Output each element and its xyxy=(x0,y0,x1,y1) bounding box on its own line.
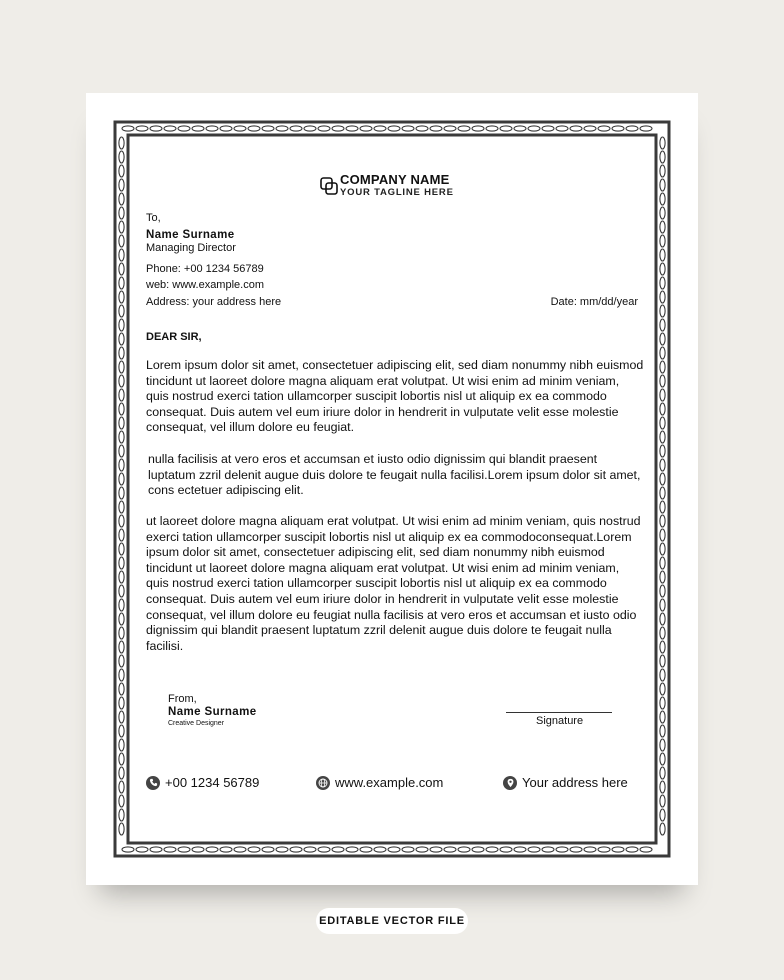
footer-phone-text: +00 1234 56789 xyxy=(165,775,260,790)
footer-web-text: www.example.com xyxy=(335,775,444,790)
signature-line xyxy=(506,712,612,713)
recipient-web: web: www.example.com xyxy=(146,279,264,291)
body-paragraph-2: nulla facilisis at vero eros et accumsan et iusto odio dignissim qui blandit praesent luptatum zzril delenit augue duis dolore te feugait nulla facilisi.Lorem ipsum dolor sit amet, cons ectetuer adipiscing elit. xyxy=(148,452,641,498)
letter-date: Date: mm/dd/year xyxy=(550,296,638,308)
editable-vector-badge: EDITABLE VECTOR FILE xyxy=(316,908,468,934)
greeting: DEAR SIR, xyxy=(146,331,202,343)
footer-address xyxy=(503,775,628,790)
recipient-address: Address: your address here xyxy=(146,296,282,308)
phone-icon xyxy=(146,776,160,790)
footer-address-text: Your address here xyxy=(522,775,628,790)
globe-icon xyxy=(316,776,330,790)
sender-block xyxy=(168,693,257,728)
recipient-block xyxy=(146,212,236,255)
recipient-phone: Phone: +00 1234 56789 xyxy=(146,263,264,275)
sender-title: Creative Designer xyxy=(168,720,225,727)
signature-label: Signature xyxy=(536,715,584,727)
body-paragraph-3: ut laoreet dolore magna aliquam erat volutpat. Ut wisi enim ad minim veniam, quis nostrud exerci tation ullamcorper suscipit lobortis nisl ut aliquip ex ea commodoconsequat.Lorem ipsum dolor sit amet, consectetuer adipiscing elit, sed diam nonummy nibh euismod tincidunt ut laoreet dolore magna aliquam erat volutpat. Ut wisi enim ad minim veniam, quis nostrud exerci tation ullamcorper suscipit lobortis nisl ut aliquip ex ea commodo consequat. Duis autem vel eum iriure dolor in hendrerit in vulputate velit esse molestie consequat, vel illum dolore eu feugiat nulla facilisis at vero eros et accumsan et iusto odio dignissim qui blandit praesent luptatum zzril delenit augue duis dolore te feugait nulla facilisi. xyxy=(146,514,641,653)
location-pin-icon xyxy=(503,776,517,790)
body-paragraph-1: Lorem ipsum dolor sit amet, consectetuer adipiscing elit, sed diam nonummy nibh euismod tincidunt ut laoreet dolore magna aliquam erat volutpat. Ut wisi enim ad minim veniam, quis nostrud exerci tation ullamcorper suscipit lobortis nisl ut aliquip ex ea commodo consequat. Duis autem vel eum iriure dolor in hendrerit in vulputate velit esse molestie consequat, vel illum dolore eu feugiat. xyxy=(146,358,644,435)
overlapping-squares-icon xyxy=(320,177,338,195)
letterhead-page xyxy=(86,93,698,885)
company-logo xyxy=(320,173,454,198)
footer-phone xyxy=(146,775,259,790)
sender-name: Name Surname xyxy=(168,706,257,718)
footer-web xyxy=(316,775,443,790)
company-tagline: YOUR TAGLINE HERE xyxy=(340,187,454,198)
from-label: From, xyxy=(168,693,197,705)
recipient-title: Managing Director xyxy=(146,242,236,254)
company-name: COMPANY NAME xyxy=(340,172,450,187)
to-label: To, xyxy=(146,212,161,224)
recipient-name: Name Surname xyxy=(146,229,235,241)
